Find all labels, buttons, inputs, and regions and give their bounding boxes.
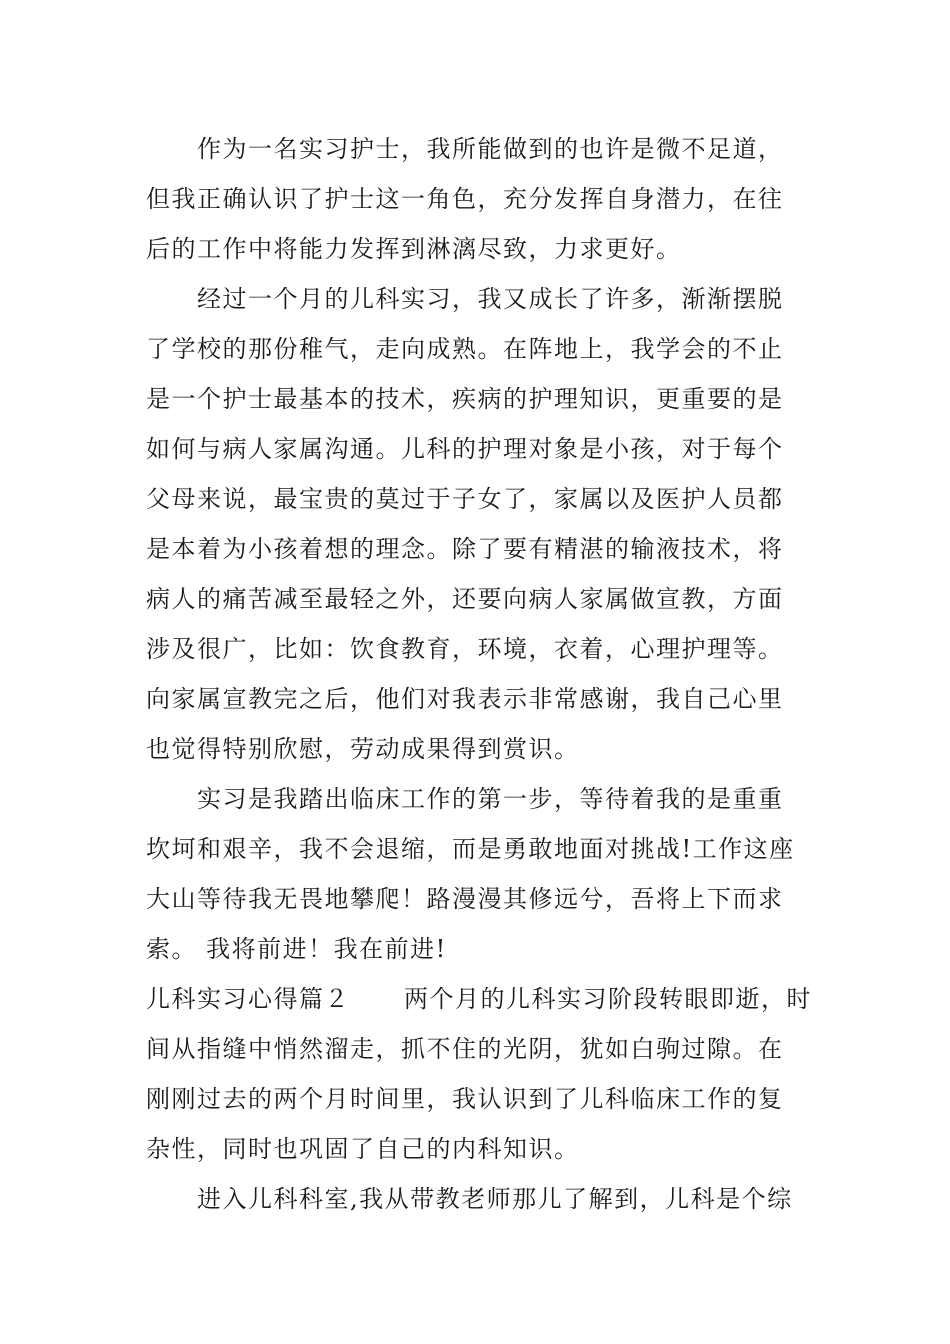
- text-line: 间从指缝中悄然溜走，抓不住的光阴，犹如白驹过隙。在: [146, 1035, 784, 1063]
- text-line: 也觉得特别欣慰，劳动成果得到赏识。: [146, 735, 580, 763]
- text-line: 作为一名实习护士，我所能做到的也许是微不足道，: [197, 135, 784, 163]
- text-line: 杂性，同时也巩固了自己的内科知识。: [146, 1135, 580, 1163]
- section-title: 儿科实习心得篇２: [146, 985, 350, 1013]
- text-line: 父母来说，最宝贵的莫过于子女了，家属以及医护人员都: [146, 485, 784, 513]
- section-heading-line: [146, 984, 812, 1014]
- text-line: 是一个护士最基本的技术，疾病的护理知识，更重要的是: [146, 385, 784, 413]
- text-line: 是本着为小孩着想的理念。除了要有精湛的输液技术，将: [146, 535, 784, 563]
- text-line: 大山等待我无畏地攀爬！路漫漫其修远兮，吾将上下而求: [146, 885, 784, 913]
- text-line: 后的工作中将能力发挥到淋漓尽致，力求更好。: [146, 235, 682, 263]
- text-line: 坎坷和艰辛，我不会退缩，而是勇敢地面对挑战!工作这座: [146, 835, 795, 863]
- text-line: 实习是我踏出临床工作的第一步，等待着我的是重重: [197, 785, 784, 813]
- text-line: 刚刚过去的两个月时间里，我认识到了儿科临床工作的复: [146, 1085, 784, 1113]
- text-line: 病人的痛苦减至最轻之外，还要向病人家属做宣教，方面: [146, 585, 784, 613]
- text-line: 进入儿科科室,我从带教老师那儿了解到，儿科是个综: [197, 1185, 793, 1213]
- text-line: 如何与病人家属沟通。儿科的护理对象是小孩，对于每个: [146, 435, 784, 463]
- text-line: 经过一个月的儿科实习，我又成长了许多，渐渐摆脱: [197, 285, 784, 313]
- text-line: 但我正确认识了护士这一角色，充分发挥自身潜力，在往: [146, 185, 784, 213]
- text-line: 两个月的儿科实习阶段转眼即逝，时: [404, 985, 812, 1013]
- text-line: 索。 我将前进！我在前进!: [146, 935, 447, 963]
- text-line: 涉及很广，比如：饮食教育，环境，衣着，心理护理等。: [146, 635, 784, 663]
- text-line: 了学校的那份稚气，走向成熟。在阵地上，我学会的不止: [146, 335, 784, 363]
- text-line: 向家属宣教完之后，他们对我表示非常感谢，我自己心里: [146, 685, 784, 713]
